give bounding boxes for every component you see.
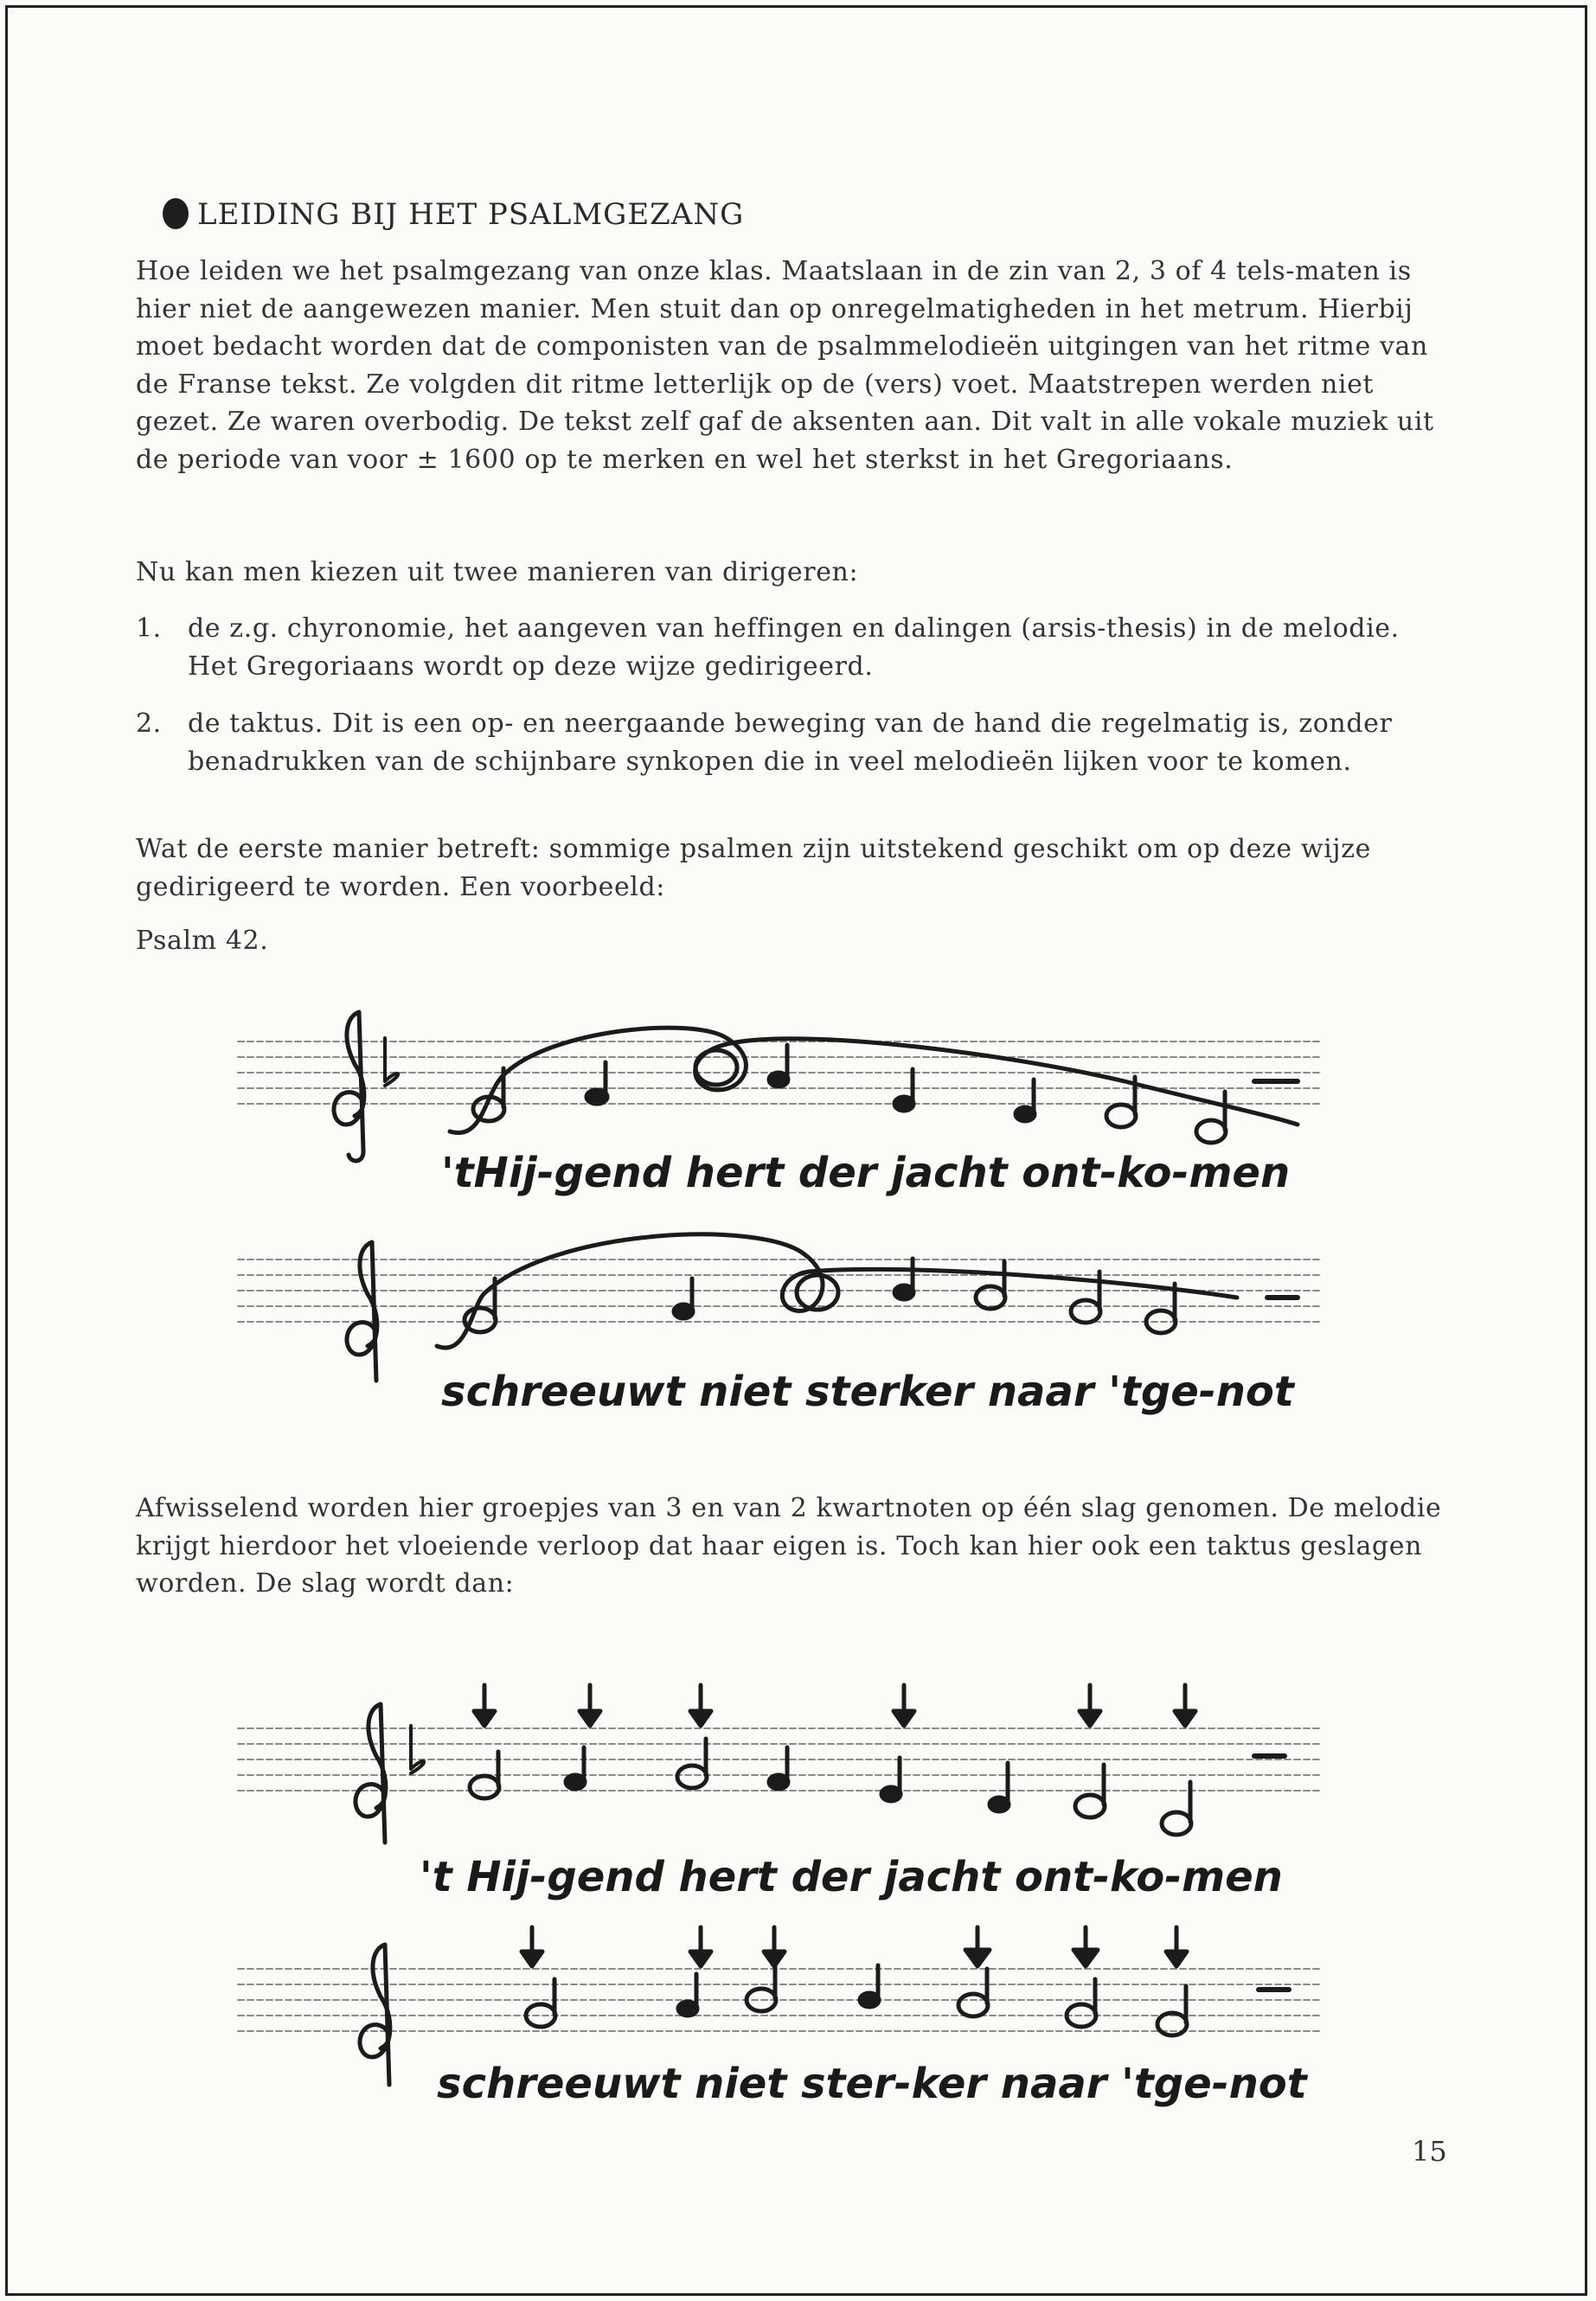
half-note	[1071, 1300, 1100, 1323]
half-note	[1196, 1120, 1226, 1143]
treble-clef-icon	[334, 1012, 364, 1161]
method-text: de taktus. Dit is een op- en neergaande beweging van de hand die regelmatig is, zonder benadrukken van de schijnbare synkopen die in veel melodieën lijken voor te komen.	[188, 708, 1393, 777]
page-number: 15	[1412, 2135, 1447, 2168]
treble-clef-icon	[347, 1242, 377, 1381]
beat-arrows-row-2	[522, 1927, 1187, 1966]
method-text: de z.g. chyronomie, het aangeven van heffingen en dalingen (arsis-thesis) in de melodie. Het Gregoriaans wordt op deze wijze gedirigeerd.	[188, 613, 1400, 682]
flat-sign-icon	[385, 1038, 398, 1086]
first-method-paragraph: Wat de eerste manier betreft: sommige psalmen zijn uitstekend geschikt om op deze wijze gedirigeerd te worden. Een voorbeeld:	[136, 834, 1371, 902]
heading-text: LEIDING BIJ HET PSALMGEZANG	[197, 197, 745, 232]
half-note	[677, 1766, 707, 1788]
psalm-label: Psalm 42.	[136, 926, 269, 956]
phrase-arc	[450, 1028, 1298, 1132]
whole-note	[695, 1050, 737, 1085]
method-number: 2.	[136, 708, 162, 739]
half-note	[1106, 1105, 1136, 1127]
half-note	[1075, 1795, 1105, 1817]
half-note	[1162, 1812, 1191, 1835]
half-note	[470, 1776, 499, 1798]
intro-paragraph: Hoe leiden we het psalmgezang van onze klas. Maatslaan in de zin van 2, 3 of 4 tels-maten is hier niet de aangewezen manier. Men stuit dan op onregelmatigheden in het metrum. Hierbij moet bedacht worden dat de componisten van de psalmmelodieën uitgingen van het ritme van de Franse tekst. Ze volgden dit ritme letterlijk op de (vers) voet. Maatstrepen werden niet gezet. Ze waren overbodig. De tekst zelf gaf de aksenten aan. Dit valt in alle vokale muziek uit de periode van voor ± 1600 op te merken en wel het sterkst in het Gregoriaans.	[136, 256, 1434, 475]
beat-arrows-row-1	[474, 1685, 1195, 1726]
lyric-line: 't Hij-gend hert der jacht ont-ko-men	[420, 1853, 1283, 1901]
choice-line: Nu kan men kiezen uit twee manieren van dirigeren:	[136, 557, 859, 587]
half-note	[958, 1994, 988, 2016]
lyric-line: schreeuwt niet ster-ker naar 'tge-not	[437, 2060, 1307, 2108]
alternating-paragraph: Afwisselend worden hier groepjes van 3 en van 2 kwartnoten op één slag genomen. De melodie krijgt hierdoor het vloeiende verloop dat haar eigen is. Toch kan hier ook een taktus geslagen worden. De slag wordt dan:	[136, 1493, 1442, 1599]
method-number: 1.	[136, 613, 162, 644]
lyric-line: 'tHij-gend hert der jacht ont-ko-men	[441, 1149, 1291, 1197]
treble-clef-icon	[356, 1704, 386, 1843]
flat-sign-icon	[411, 1726, 424, 1773]
half-note	[526, 2004, 555, 2027]
lyric-line: schreeuwt niet sterker naar 'tge-not	[441, 1368, 1294, 1416]
